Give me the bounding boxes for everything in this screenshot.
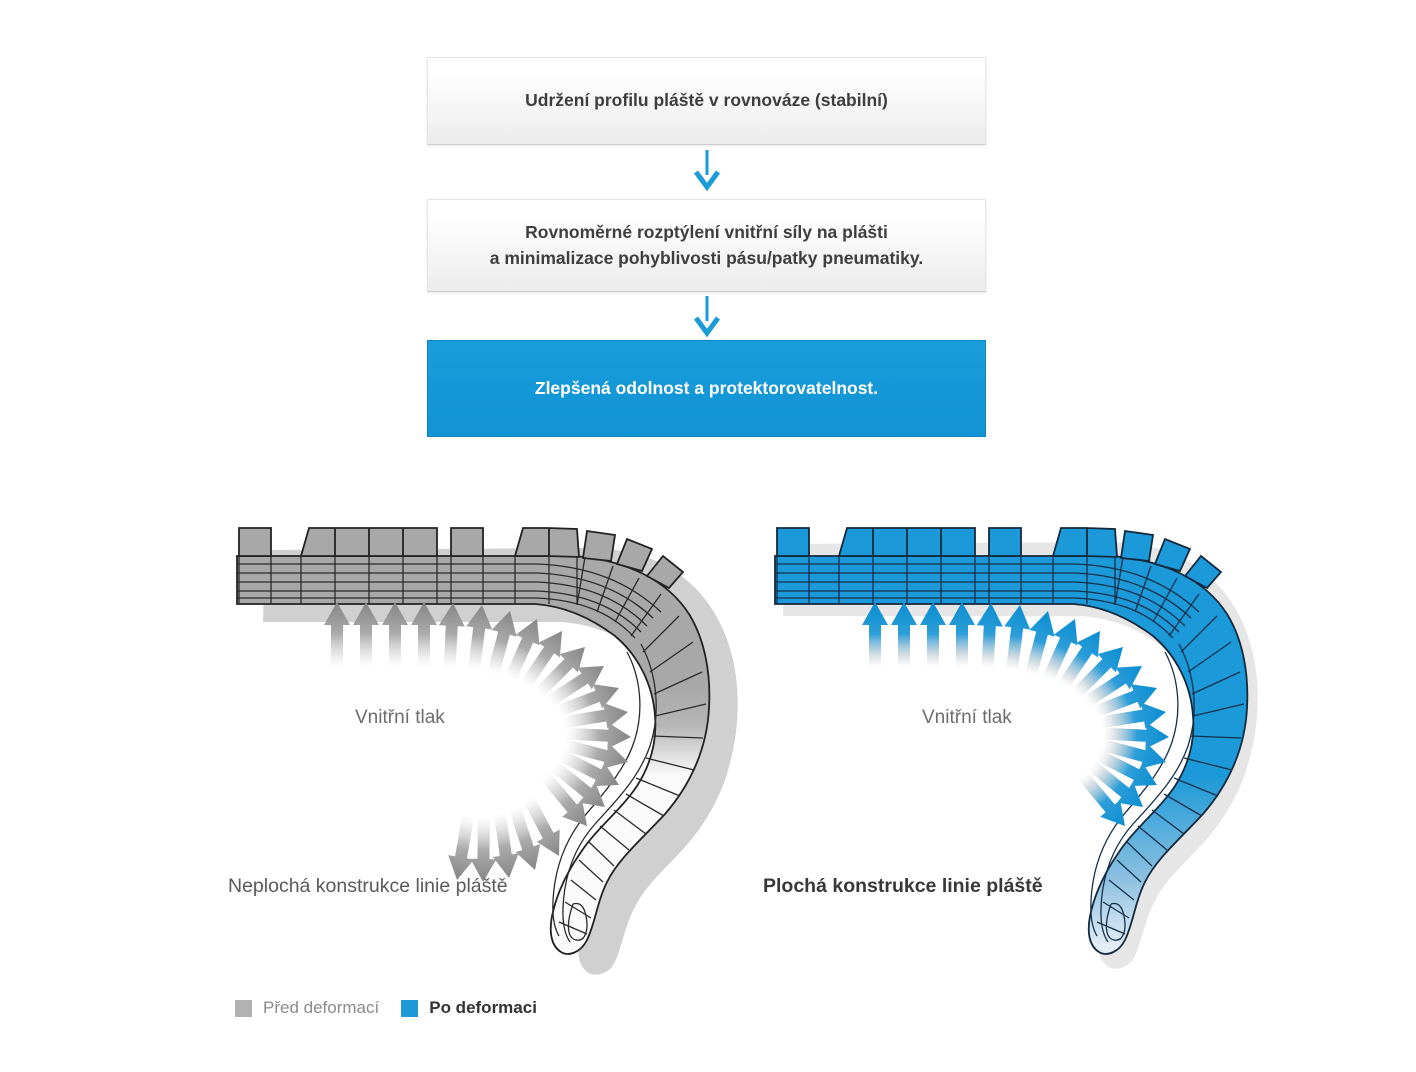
pressure-arrows-fan: [862, 602, 1170, 834]
caption-right: Plochá konstrukce linie pláště: [763, 875, 1043, 897]
pressure-label-left: Vnitřní tlak: [355, 707, 445, 728]
legend-before-label: Před deformací: [263, 998, 380, 1017]
caption-left: Neplochá konstrukce linie pláště: [228, 875, 508, 897]
flow-step-1: [427, 57, 986, 145]
pressure-label-right: Vnitřní tlak: [922, 707, 1012, 728]
pressure-arrows-crossing: [444, 790, 570, 882]
flow-connector-arrow-down-icon: [692, 149, 722, 193]
legend-after-label: Po deformaci: [429, 998, 537, 1017]
tire-cross-section-right-illustration: [775, 526, 1245, 966]
tire-cross-section-left-illustration: [237, 526, 707, 966]
legend-after-swatch: [401, 1000, 418, 1017]
legend-before-swatch: [235, 1000, 252, 1017]
legend: [235, 998, 537, 1018]
flow-connector-arrow-down-icon: [692, 295, 722, 339]
flow-step-3-text: Zlepšená odolnost a protektorovatelnost.: [534, 377, 879, 398]
flow-step-1-text: Udržení profilu pláště v rovnováze (stabilní): [525, 90, 888, 111]
flow-step-2-line1: Rovnoměrné rozptýlení vnitřní síly na plášti: [525, 222, 888, 243]
flow-step-2: [427, 199, 986, 292]
flow-step-2-line2: a minimalizace pohyblivosti pásu/patky pneumatiky.: [489, 247, 924, 268]
flow-step-3-result: [427, 340, 986, 437]
